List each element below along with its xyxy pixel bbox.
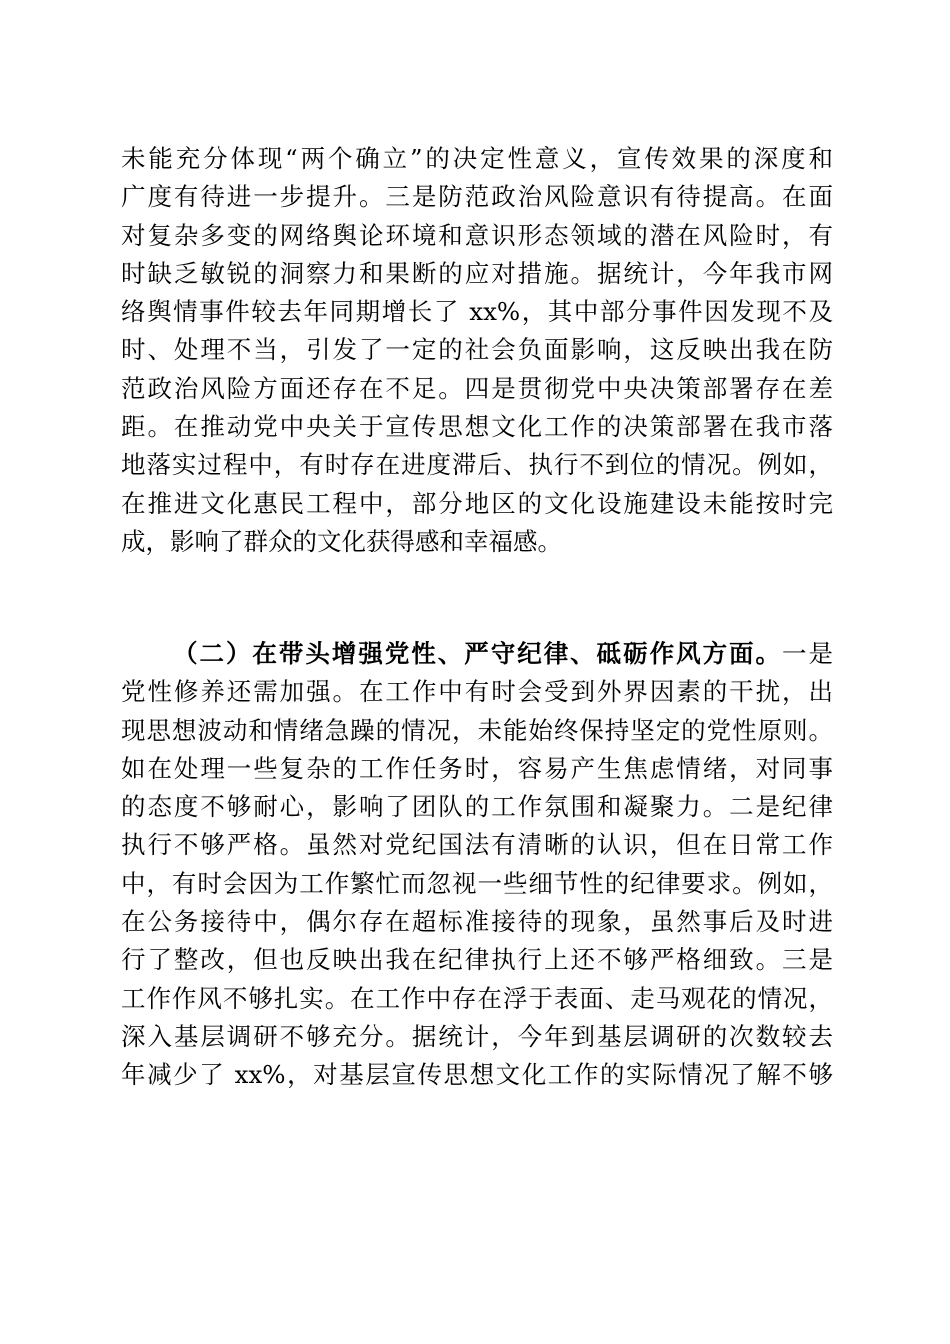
text-line: 在公务接待中，偶尔存在超标准接待的现象，虽然事后及时进 xyxy=(121,907,833,937)
text-line: 行了整改，但也反映出我在纪律执行上还不够严格细致。三是 xyxy=(121,945,833,975)
heading-line-rest: 一是 xyxy=(782,639,834,668)
text-line: 深入基层调研不够充分。据统计，今年到基层调研的次数较去 xyxy=(121,1021,833,1051)
text-line: 未能充分体现“两个确立”的决定性意义，宣传效果的深度和 xyxy=(121,144,833,173)
section-heading: （二）在带头增强党性、严守纪律、砥砺作风方面。 xyxy=(173,639,783,668)
text-line: 现思想波动和情绪急躁的情况，未能始终保持坚定的党性原则。 xyxy=(121,715,833,745)
text-line: 时、处理不当，引发了一定的社会负面影响，这反映出我在防 xyxy=(121,335,833,365)
text-line: 地落实过程中，有时存在进度滞后、执行不到位的情况。例如， xyxy=(121,450,833,480)
text-line: 工作作风不够扎实。在工作中存在浮于表面、走马观花的情况， xyxy=(121,983,833,1013)
text-line: 广度有待进一步提升。三是防范政治风险意识有待提高。在面 xyxy=(121,182,833,212)
text-line: 成，影响了群众的文化获得感和幸福感。 xyxy=(121,526,562,556)
text-line: 对复杂多变的网络舆论环境和意识形态领域的潜在风险时，有 xyxy=(121,220,833,250)
text-line: 络舆情事件较去年同期增长了 xx%，其中部分事件因发现不及 xyxy=(121,297,833,327)
text-line: 执行不够严格。虽然对党纪国法有清晰的认识，但在日常工作 xyxy=(121,830,833,860)
text-line: 距。在推动党中央关于宣传思想文化工作的决策部署在我市落 xyxy=(121,412,833,442)
text-line: 范政治风险方面还存在不足。四是贯彻党中央决策部署存在差 xyxy=(121,373,833,403)
text-line: 的态度不够耐心，影响了团队的工作氛围和凝聚力。二是纪律 xyxy=(121,792,833,822)
text-line: 年减少了 xx%，对基层宣传思想文化工作的实际情况了解不够 xyxy=(121,1060,833,1090)
text-line: 中，有时会因为工作繁忙而忽视一些细节性的纪律要求。例如， xyxy=(121,868,833,898)
text-line: 如在处理一些复杂的工作任务时，容易产生焦虑情绪，对同事 xyxy=(121,753,833,783)
paragraph-continuation xyxy=(121,140,833,561)
paragraph-section-two xyxy=(121,635,833,1095)
text-line: 党性修养还需加强。在工作中有时会受到外界因素的干扰，出 xyxy=(121,677,833,707)
text-line: 时缺乏敏锐的洞察力和果断的应对措施。据统计，今年我市网 xyxy=(121,258,833,288)
text-line: 在推进文化惠民工程中，部分地区的文化设施建设未能按时完 xyxy=(121,488,833,518)
section-heading-line xyxy=(121,635,833,673)
